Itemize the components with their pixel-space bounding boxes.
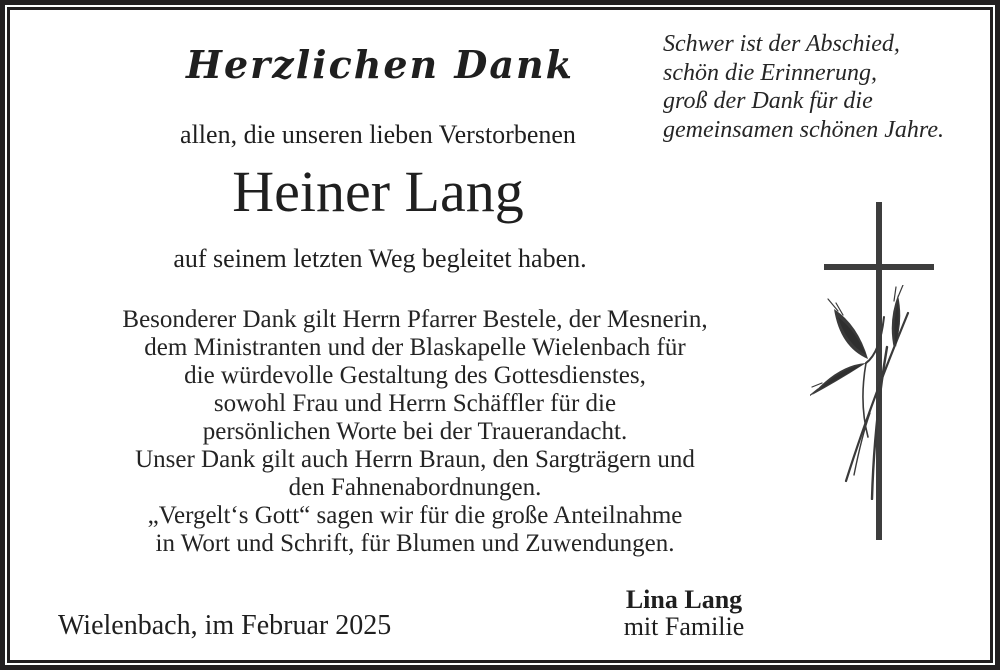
thanks-line: Besonderer Dank gilt Herrn Pfarrer Bestele, der Mesnerin, [122,306,708,333]
verse-line: schön die Erinnerung, [663,59,877,86]
thanks-line: Unser Dank gilt auch Herrn Braun, den Sargträgern und [135,446,695,473]
cross-icon-arm [824,264,934,270]
signature-name: Lina Lang [625,585,743,614]
thanks-line: die würdevolle Gestaltung des Gottesdienstes, [184,362,646,389]
signature-block [584,586,784,640]
place-and-date: Wielenbach, im Februar 2025 [58,610,392,641]
intro-text: allen, die unseren lieben Verstorbenen [180,120,576,149]
thanks-paragraph [35,306,795,558]
thanks-line: in Wort und Schrift, für Blumen und Zuwendungen. [155,530,675,557]
script-heading: Herzlichen Dank [186,42,574,87]
thanks-line: den Fahnenabordnungen. [288,474,542,501]
signature-suffix: mit Familie [623,612,745,641]
thanks-line: persönlichen Worte bei der Trauerandacht. [202,418,628,445]
verse-line: Schwer ist der Abschied, [663,31,900,57]
thanks-line: dem Ministranten und der Blaskapelle Wielenbach für [144,334,686,361]
verse-line: groß der Dank für die [663,88,873,114]
after-name-text: auf seinem letzten Weg begleitet haben. [173,244,587,273]
wheat-icon [810,285,922,500]
memorial-verse [663,30,973,144]
thanks-line: „Vergelt‘s Gott“ sagen wir für die große Anteilnahme [147,502,683,529]
deceased-name: Heiner Lang [232,159,524,224]
thanks-line: sowohl Frau und Herrn Schäffler für die [213,390,617,417]
verse-line: gemeinsamen schönen Jahre. [663,116,945,143]
